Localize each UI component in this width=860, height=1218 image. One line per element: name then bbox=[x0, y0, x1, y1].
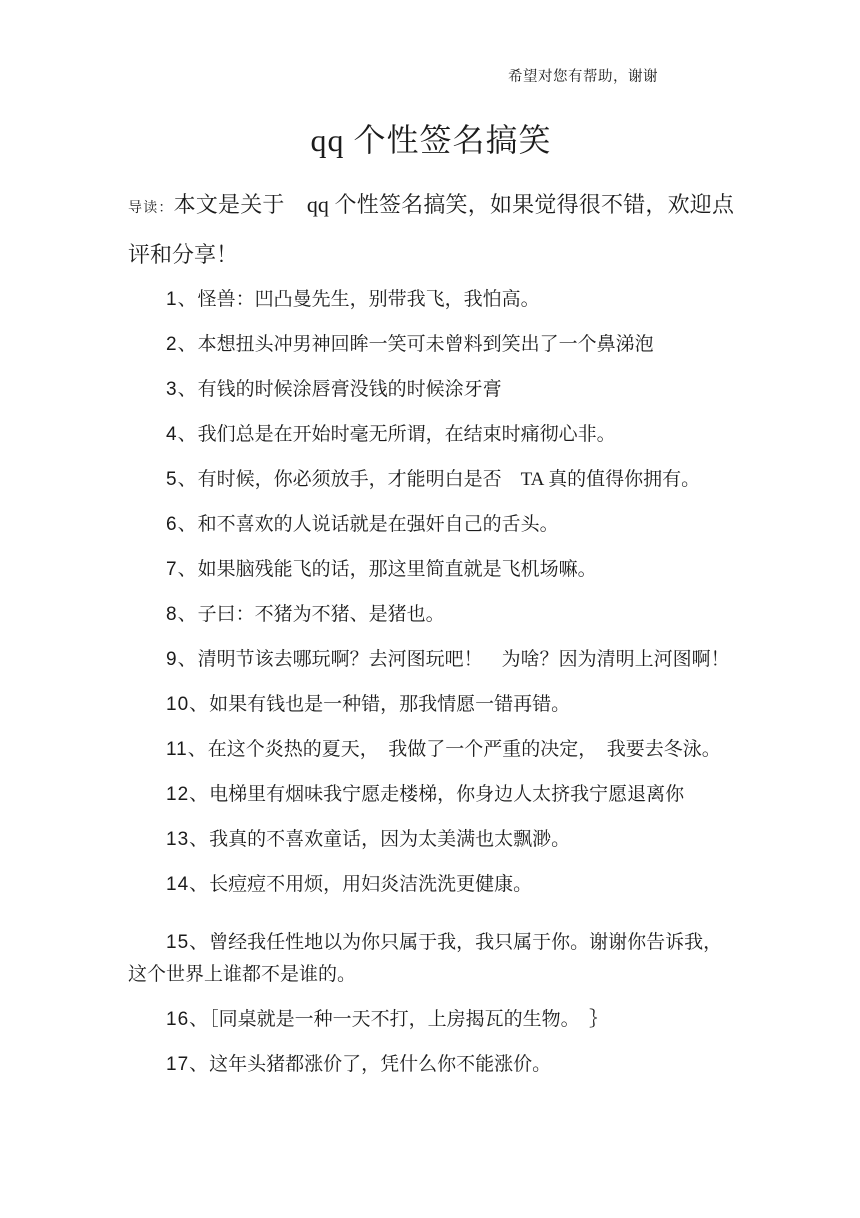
list-item-6 bbox=[128, 509, 734, 541]
item-number: 15、 bbox=[166, 932, 210, 953]
item-number: 7、 bbox=[166, 559, 198, 580]
item-number: 3、 bbox=[166, 379, 198, 400]
item-text: 这年头猪都涨价了，凭什么你不能涨价。 bbox=[209, 1054, 552, 1075]
list-item-7 bbox=[128, 554, 734, 586]
item-number: 10、 bbox=[166, 694, 210, 715]
item-text: 曾经我任性地以为你只属于我，我只属于你。谢谢你告诉我，这个世界上谁都不是谁的。 bbox=[128, 932, 723, 985]
list-item-10 bbox=[128, 689, 734, 721]
list-item-13 bbox=[128, 824, 734, 856]
item-number: 13、 bbox=[166, 829, 210, 850]
document-content bbox=[128, 118, 734, 1081]
item-text: 如果脑残能飞的话，那这里简直就是飞机场嘛。 bbox=[197, 559, 597, 580]
item-number: 6、 bbox=[166, 514, 198, 535]
lead-label: 导读： bbox=[128, 201, 174, 216]
item-text: 在这个炎热的夏天， 我做了一个严重的决定， 我要去冬泳。 bbox=[207, 739, 721, 760]
list-item-14 bbox=[128, 869, 734, 901]
list-item-12 bbox=[128, 779, 734, 811]
item-text: 子曰：不猪为不猪、是猪也。 bbox=[197, 604, 445, 625]
item-text: 清明节该去哪玩啊？去河图玩吧！ 为啥？因为清明上河图啊！ bbox=[197, 649, 730, 670]
item-number: 8、 bbox=[166, 604, 198, 625]
list-item-11 bbox=[128, 734, 734, 766]
item-number: 2、 bbox=[166, 334, 198, 355]
item-number: 1、 bbox=[166, 289, 198, 310]
list-item-17 bbox=[128, 1049, 734, 1081]
lead-paragraph bbox=[128, 182, 734, 278]
header-note: 希望对您有帮助，谢谢 bbox=[508, 69, 658, 85]
list-item-4 bbox=[128, 419, 734, 451]
item-number: 11、 bbox=[166, 739, 208, 760]
item-text: 如果有钱也是一种错，那我情愿一错再错。 bbox=[209, 694, 571, 715]
signature-list bbox=[128, 284, 734, 1081]
item-number: 12、 bbox=[166, 784, 210, 805]
item-number: 16、 bbox=[166, 1009, 210, 1030]
page-title: qq 个性签名搞笑 bbox=[310, 122, 552, 158]
item-text: ［同桌就是一种一天不打，上房揭瓦的生物。 ｝ bbox=[209, 1009, 609, 1030]
list-item-15 bbox=[128, 927, 734, 991]
list-item-2 bbox=[128, 329, 734, 361]
item-text: 电梯里有烟味我宁愿走楼梯，你身边人太挤我宁愿退离你 bbox=[209, 784, 685, 805]
item-text: 我们总是在开始时毫无所谓，在结束时痛彻心非。 bbox=[197, 424, 616, 445]
item-text: 有钱的时候涂唇膏没钱的时候涂牙膏 bbox=[197, 379, 502, 400]
item-text: 有时候，你必须放手，才能明白是否 TA 真的值得你拥有。 bbox=[197, 469, 701, 490]
list-item-3 bbox=[128, 374, 734, 406]
list-item-16 bbox=[128, 1004, 734, 1036]
item-text: 本想扭头冲男神回眸一笑可未曾料到笑出了一个鼻涕泡 bbox=[197, 334, 654, 355]
list-item-9 bbox=[128, 644, 734, 676]
item-text: 长痘痘不用烦，用妇炎洁洗洗更健康。 bbox=[209, 874, 533, 895]
item-text: 我真的不喜欢童话，因为太美满也太飘渺。 bbox=[209, 829, 571, 850]
item-number: 5、 bbox=[166, 469, 198, 490]
lead-text: 本文是关于 qq 个性签名搞笑，如果觉得很不错，欢迎点评和分享！ bbox=[128, 192, 734, 267]
item-text: 和不喜欢的人说话就是在强奸自己的舌头。 bbox=[197, 514, 559, 535]
item-number: 9、 bbox=[166, 649, 198, 670]
item-number: 14、 bbox=[166, 874, 210, 895]
item-number: 4、 bbox=[166, 424, 198, 445]
item-number: 17、 bbox=[166, 1054, 210, 1075]
item-text: 怪兽：凹凸曼先生，别带我飞，我怕高。 bbox=[197, 289, 540, 310]
list-item-1 bbox=[128, 284, 734, 316]
list-item-5 bbox=[128, 464, 734, 496]
list-item-8 bbox=[128, 599, 734, 631]
